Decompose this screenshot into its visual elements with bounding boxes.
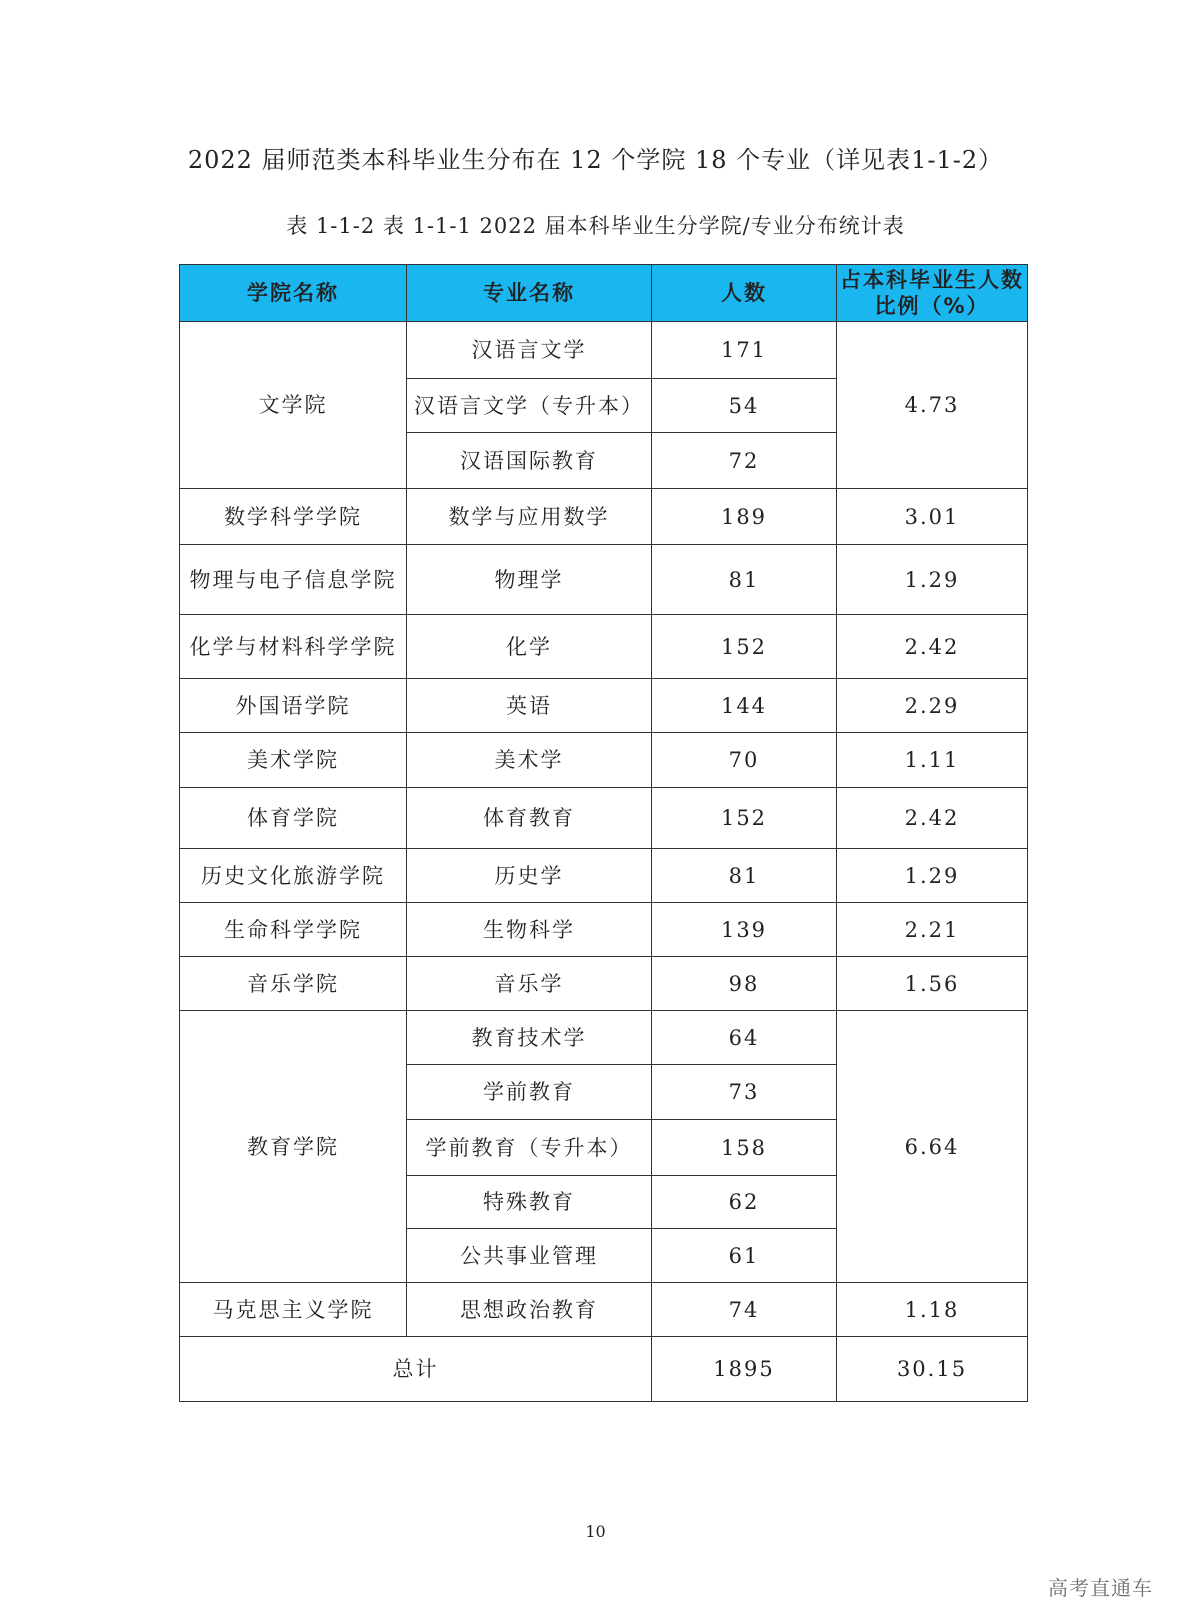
ratio-cell: 1.11 bbox=[837, 733, 1028, 788]
table-caption: 表 1-1-2 表 1-1-1 2022 届本科毕业生分学院/专业分布统计表 bbox=[286, 214, 905, 238]
college-cell: 生命科学学院 bbox=[180, 903, 407, 957]
table-row bbox=[180, 615, 1028, 679]
major-cell: 公共事业管理 bbox=[407, 1229, 652, 1283]
major-cell: 汉语言文学 bbox=[407, 322, 652, 379]
header-count: 人数 bbox=[652, 265, 837, 322]
count-cell: 70 bbox=[652, 733, 837, 788]
total-row bbox=[180, 1337, 1028, 1402]
college-cell: 体育学院 bbox=[180, 788, 407, 849]
count-cell: 171 bbox=[652, 322, 837, 379]
count-cell: 61 bbox=[652, 1229, 837, 1283]
college-cell: 马克思主义学院 bbox=[180, 1283, 407, 1337]
total-label: 总计 bbox=[180, 1337, 652, 1402]
ratio-cell: 1.29 bbox=[837, 849, 1028, 903]
major-cell: 学前教育 bbox=[407, 1065, 652, 1120]
college-cell: 历史文化旅游学院 bbox=[180, 849, 407, 903]
major-cell: 体育教育 bbox=[407, 788, 652, 849]
count-cell: 98 bbox=[652, 957, 837, 1011]
major-cell: 物理学 bbox=[407, 545, 652, 615]
count-cell: 139 bbox=[652, 903, 837, 957]
table-row bbox=[180, 957, 1028, 1011]
intro-paragraph: 2022 届师范类本科毕业生分布在 12 个学院 18 个专业（详见表1-1-2） bbox=[187, 146, 1004, 174]
table-row bbox=[180, 1011, 1028, 1065]
table-row bbox=[180, 733, 1028, 788]
table-row bbox=[180, 679, 1028, 733]
table-row bbox=[180, 788, 1028, 849]
header-major: 专业名称 bbox=[407, 265, 652, 322]
college-cell: 物理与电子信息学院 bbox=[180, 545, 407, 615]
table-row bbox=[180, 849, 1028, 903]
total-ratio: 30.15 bbox=[837, 1337, 1028, 1402]
count-cell: 64 bbox=[652, 1011, 837, 1065]
count-cell: 152 bbox=[652, 615, 837, 679]
major-cell: 音乐学 bbox=[407, 957, 652, 1011]
major-cell: 特殊教育 bbox=[407, 1176, 652, 1229]
watermark: 高考直通车 bbox=[1048, 1576, 1153, 1600]
ratio-cell: 2.21 bbox=[837, 903, 1028, 957]
table-row bbox=[180, 322, 1028, 379]
major-cell: 思想政治教育 bbox=[407, 1283, 652, 1337]
major-cell: 数学与应用数学 bbox=[407, 489, 652, 545]
count-cell: 73 bbox=[652, 1065, 837, 1120]
table-row bbox=[180, 545, 1028, 615]
page-number: 10 bbox=[585, 1522, 606, 1541]
college-cell: 外国语学院 bbox=[180, 679, 407, 733]
college-cell: 数学科学学院 bbox=[180, 489, 407, 545]
major-cell: 历史学 bbox=[407, 849, 652, 903]
table-row bbox=[180, 489, 1028, 545]
header-ratio: 占本科毕业生人数比例（%） bbox=[837, 265, 1028, 322]
major-cell: 汉语言文学（专升本） bbox=[407, 379, 652, 433]
total-count: 1895 bbox=[652, 1337, 837, 1402]
ratio-cell: 3.01 bbox=[837, 489, 1028, 545]
count-cell: 81 bbox=[652, 545, 837, 615]
count-cell: 158 bbox=[652, 1120, 837, 1176]
ratio-cell: 2.29 bbox=[837, 679, 1028, 733]
count-cell: 189 bbox=[652, 489, 837, 545]
ratio-cell: 4.73 bbox=[837, 322, 1028, 489]
ratio-cell: 6.64 bbox=[837, 1011, 1028, 1283]
header-college: 学院名称 bbox=[180, 265, 407, 322]
ratio-cell: 1.29 bbox=[837, 545, 1028, 615]
count-cell: 74 bbox=[652, 1283, 837, 1337]
college-cell: 音乐学院 bbox=[180, 957, 407, 1011]
count-cell: 152 bbox=[652, 788, 837, 849]
college-cell: 美术学院 bbox=[180, 733, 407, 788]
table-header-row bbox=[180, 265, 1028, 322]
college-cell: 教育学院 bbox=[180, 1011, 407, 1283]
count-cell: 62 bbox=[652, 1176, 837, 1229]
major-cell: 化学 bbox=[407, 615, 652, 679]
ratio-cell: 1.18 bbox=[837, 1283, 1028, 1337]
count-cell: 144 bbox=[652, 679, 837, 733]
count-cell: 81 bbox=[652, 849, 837, 903]
college-cell: 文学院 bbox=[180, 322, 407, 489]
ratio-cell: 1.56 bbox=[837, 957, 1028, 1011]
major-cell: 生物科学 bbox=[407, 903, 652, 957]
count-cell: 54 bbox=[652, 379, 837, 433]
major-cell: 教育技术学 bbox=[407, 1011, 652, 1065]
college-cell: 化学与材料科学学院 bbox=[180, 615, 407, 679]
major-cell: 美术学 bbox=[407, 733, 652, 788]
ratio-cell: 2.42 bbox=[837, 788, 1028, 849]
distribution-table bbox=[179, 264, 1028, 1402]
major-cell: 汉语国际教育 bbox=[407, 433, 652, 489]
ratio-cell: 2.42 bbox=[837, 615, 1028, 679]
major-cell: 学前教育（专升本） bbox=[407, 1120, 652, 1176]
table-row bbox=[180, 903, 1028, 957]
count-cell: 72 bbox=[652, 433, 837, 489]
table-row bbox=[180, 1283, 1028, 1337]
major-cell: 英语 bbox=[407, 679, 652, 733]
